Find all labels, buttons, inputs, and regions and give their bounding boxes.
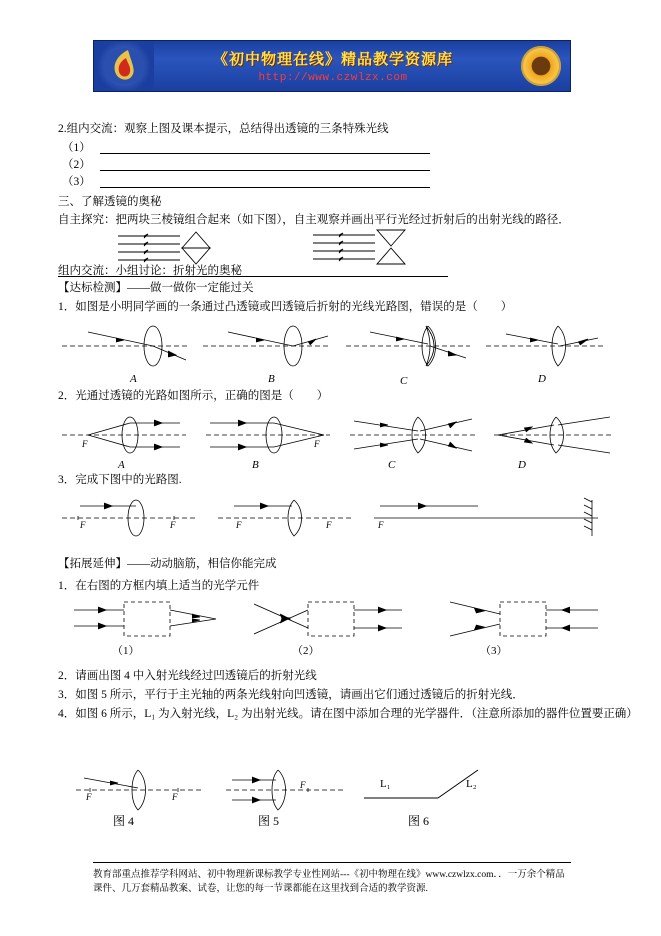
figure-4 — [72, 764, 212, 814]
figure-6-caption: 图 6 — [408, 814, 430, 828]
svg-text:F: F — [236, 520, 242, 530]
extend-title: 【拓展延伸】——动动脑筋，相信你能完成 — [58, 558, 277, 570]
figure-4-caption: 图 4 — [113, 814, 135, 828]
extend-1-label-1: （1） — [112, 645, 140, 657]
q2-label-a: A — [118, 459, 125, 471]
footer-divider — [93, 862, 571, 863]
svg-text:F: F — [170, 520, 176, 530]
blank-line-1 — [100, 153, 430, 154]
q2-label-c: C — [388, 459, 396, 471]
ray-label-l1: L₁ — [380, 778, 391, 790]
q3-diagram-row — [58, 492, 618, 544]
blank-line-4 — [58, 276, 448, 277]
section-2-item-1: （1） — [62, 142, 91, 154]
banner-url[interactable]: http://www.czwlzx.com — [258, 72, 408, 84]
blank-line-2 — [100, 170, 430, 171]
check-title: 【达标检测】——做一做你一定能过关 — [58, 282, 254, 294]
prism-diagram-left — [118, 228, 293, 268]
section-2-title: 2.组内交流：观察上图及课本提示，总结得出透镜的三条特殊光线 — [58, 123, 389, 135]
prism-diagram-right — [313, 226, 488, 270]
q1-label-c: C — [400, 375, 408, 387]
extend-2: 2．请画出图 4 中入射光线经过凹透镜后的折射光线 — [58, 670, 317, 682]
page-footer: 教育部重点推荐学科网站、初中物理新课标教学专业性网站---《初中物理在线》www.czwlzx.com．．一万余个精品课件、几万套精品教案、试卷，让您的每一节课都能在这里找到合适的教学资源. — [93, 870, 565, 894]
q2-label-b: B — [252, 459, 259, 471]
extend-4: 4．如图 6 所示，L₁ 为入射光线，L₂ 为出射光线。请在图中添加合理的光学器件．（注意所添加的器件位置要正确） — [58, 708, 638, 720]
figure-5-caption: 图 5 — [258, 814, 280, 828]
figure-5 — [222, 764, 352, 814]
q2-label-d: D — [518, 459, 526, 471]
ray-label-l2: L₂ — [466, 778, 477, 790]
extend-1-label-3: （3） — [480, 645, 508, 657]
sunflower-icon — [512, 42, 570, 90]
svg-text:F: F — [80, 520, 86, 530]
section-3-explore: 自主探究：把两块三棱镜组合起来（如下图），自主观察并画出平行光经过折射后的出射光线的路径． — [58, 214, 570, 226]
svg-text:F: F — [82, 439, 88, 449]
q1-label-a: A — [130, 373, 137, 385]
banner-title: 《初中物理在线》精品教学资源库 — [212, 52, 453, 68]
section-3-group: 组内交流：小组讨论：折射光的奥秘 — [58, 265, 242, 277]
site-banner — [93, 40, 571, 92]
section-2-item-2: （2） — [62, 159, 91, 171]
section-2-item-3: （3） — [62, 176, 91, 188]
extend-1-diagram-row — [58, 596, 618, 642]
section-3-title: 三、了解透镜的奥秘 — [58, 196, 162, 208]
svg-text:F: F — [314, 439, 320, 449]
svg-text:F: F — [300, 780, 306, 790]
question-3: 3．完成下图中的光路图. — [58, 474, 182, 486]
question-1: 1．如图是小明同学画的一条通过凸透镜或凹透镜后折射的光线光路图，错误的是（ ） — [58, 301, 513, 313]
svg-text:F: F — [378, 520, 384, 530]
q2-diagram-row — [58, 405, 618, 463]
flame-logo-icon — [94, 42, 154, 90]
extend-1: 1．在右图的方框内填上适当的光学元件 — [58, 580, 260, 592]
svg-text:F: F — [326, 520, 332, 530]
question-2: 2．光通过透镜的光路如图所示，正确的图是（ ） — [58, 390, 329, 402]
q1-label-b: B — [268, 373, 275, 385]
q1-label-d: D — [538, 373, 546, 385]
q1-diagram-row — [58, 320, 608, 370]
extend-1-label-2: （2） — [292, 645, 320, 657]
blank-line-3 — [100, 187, 430, 188]
extend-3: 3．如图 5 所示，平行于主光轴的两条光线射向凹透镜，请画出它们通过透镜后的折射光线． — [58, 689, 524, 701]
svg-text:F: F — [86, 792, 92, 802]
svg-text:F: F — [172, 792, 178, 802]
